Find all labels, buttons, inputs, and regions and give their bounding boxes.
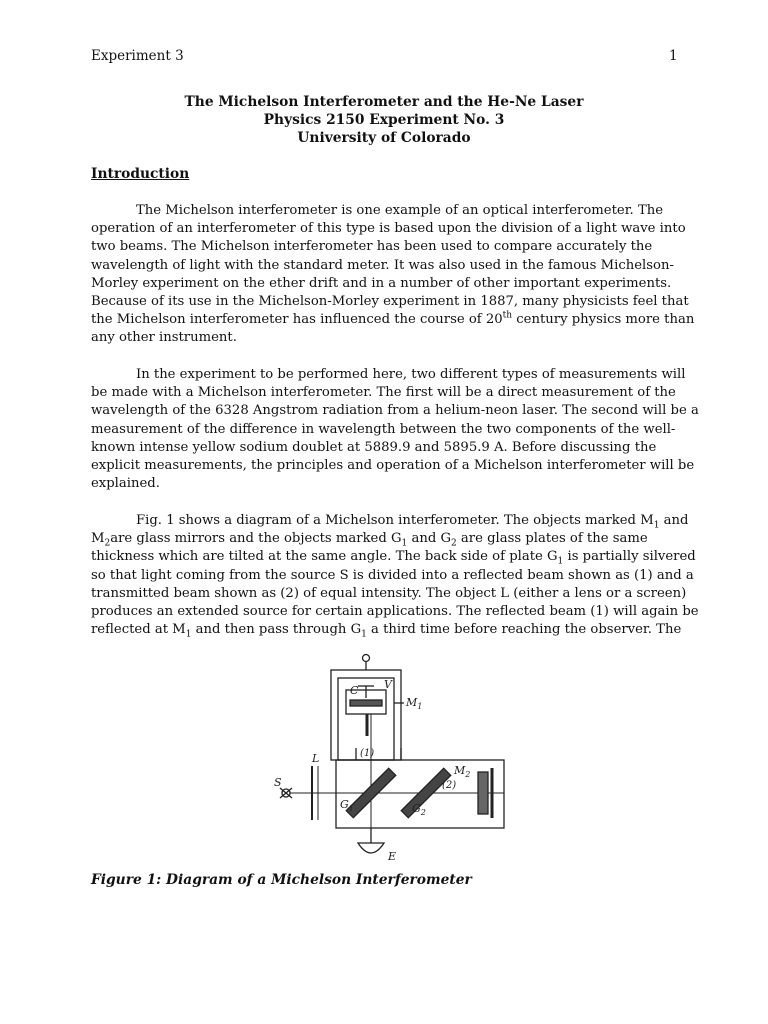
paragraph-line: transmitted beam shown as (2) of equal intensity. The object L (either a lens or a screen): [91, 585, 687, 601]
text-run: is partially silvered: [563, 549, 696, 565]
label-g1-sub: 1: [348, 804, 354, 813]
label-beam-2: (2): [442, 780, 457, 791]
michelson-diagram: [246, 648, 522, 870]
text-run: reflected at M: [91, 622, 186, 638]
label-c: C: [350, 684, 359, 697]
subscript: 1: [653, 520, 660, 531]
adjustment-knob: [363, 655, 370, 662]
text-run: are glass mirrors and the objects marked G: [110, 531, 402, 547]
subscript: 1: [361, 629, 367, 640]
subscript: 2: [104, 538, 111, 549]
label-m2: [453, 764, 470, 779]
label-m1-text: M: [406, 696, 418, 709]
paragraph-line: explicit measurements, the principles and operation of a Michelson interferometer will be: [91, 458, 695, 474]
paragraph-3: [91, 512, 699, 640]
subscript: 1: [401, 538, 408, 549]
text-run: a third time before reaching the observer. The: [366, 622, 682, 638]
label-m1: [405, 696, 422, 711]
subscript: 1: [185, 629, 192, 640]
paragraph-line: [91, 310, 695, 329]
paragraph-line: any other instrument.: [91, 330, 237, 346]
paragraph-line: known intense yellow sodium doublet at 5889.9 and 5895.9 A. Before discussing the: [91, 439, 657, 455]
label-beam-1: (1): [360, 748, 375, 759]
paragraph-1: [91, 202, 695, 348]
text-run: century physics more than: [512, 312, 695, 328]
label-g1: [340, 798, 354, 813]
section-heading-introduction: Introduction: [91, 166, 190, 182]
mirror-m2: [478, 772, 488, 814]
paragraph-line: so that light coming from the source S is divided into a reflected beam shown as (1) and a: [91, 567, 694, 583]
text-run: thickness which are tilted at the same angle. The back side of plate G: [91, 549, 558, 565]
title-line-3: University of Colorado: [297, 130, 471, 146]
subscript: 1: [557, 557, 564, 568]
running-header: Experiment 3: [91, 48, 184, 64]
paragraph-line: Because of its use in the Michelson-Morley experiment in 1887, many physicists feel that: [91, 294, 689, 310]
text-run: Fig. 1 shows a diagram of a Michelson interferometer. The objects marked M: [136, 513, 654, 528]
label-l: L: [312, 752, 320, 765]
paragraph-line: [91, 530, 681, 548]
label-m2-sub: 2: [465, 770, 471, 779]
text-run: M: [91, 531, 105, 547]
label-e: E: [388, 850, 397, 863]
paragraph-2: [91, 366, 699, 493]
subscript: 2: [450, 538, 457, 549]
text-run: are glass plates of the same: [456, 531, 648, 547]
paragraph-line: [91, 548, 696, 568]
label-m1-sub: 1: [417, 702, 423, 711]
michelson-diagram-drawing: [246, 648, 522, 870]
text-run: the Michelson interferometer has influenced the course of 20: [91, 312, 503, 328]
paragraph-line: wavelength of the 6328 Angstrom radiation from a helium-neon laser. The second will be a: [91, 403, 699, 419]
paragraph-line: be made with a Michelson interferometer. The first will be a direct measurement of the: [91, 385, 676, 401]
mirror-m1-plate: [350, 700, 382, 706]
text-run: and G: [407, 531, 451, 547]
superscript: th: [502, 310, 513, 321]
paragraph-line: In the experiment to be performed here, two different types of measurements will: [136, 367, 686, 382]
page-number: 1: [669, 48, 678, 64]
paragraph-line: [91, 621, 681, 639]
label-g1-text: G: [340, 798, 349, 811]
paragraph-line: The Michelson interferometer is one example of an optical interferometer. The: [136, 203, 664, 218]
label-g2-text: G: [412, 802, 421, 815]
figure-caption: Figure 1: Diagram of a Michelson Interferometer: [91, 872, 472, 888]
label-m2-text: M: [454, 764, 466, 777]
label-g2-sub: 2: [420, 808, 426, 817]
title-line-1: The Michelson Interferometer and the He-Ne Laser: [184, 94, 584, 110]
label-g2: [412, 802, 426, 817]
paragraph-line: produces an extended source for certain applications. The reflected beam (1) will again be: [91, 604, 699, 620]
paragraph-line: explained.: [91, 476, 160, 492]
title-line-2: Physics 2150 Experiment No. 3: [263, 112, 505, 128]
paragraph-line: [91, 512, 689, 531]
observer-eye: [358, 843, 384, 853]
text-run: and then pass through G: [191, 622, 362, 638]
label-s: S: [274, 776, 282, 789]
paragraph-line: operation of an interferometer of this type is based upon the division of a light wave into: [91, 221, 686, 237]
label-v: V: [384, 678, 392, 691]
paragraph-line: two beams. The Michelson interferometer has been used to compare accurately the: [91, 239, 653, 255]
paragraph-line: measurement of the difference in wavelength between the two components of the well-: [91, 421, 676, 437]
paragraph-line: wavelength of light with the standard meter. It was also used in the famous Michelson-: [91, 257, 674, 273]
text-run: and: [659, 513, 689, 528]
paragraph-line: Morley experiment on the ether drift and in a number of other important experiments.: [91, 275, 672, 291]
document-title: [0, 93, 768, 147]
